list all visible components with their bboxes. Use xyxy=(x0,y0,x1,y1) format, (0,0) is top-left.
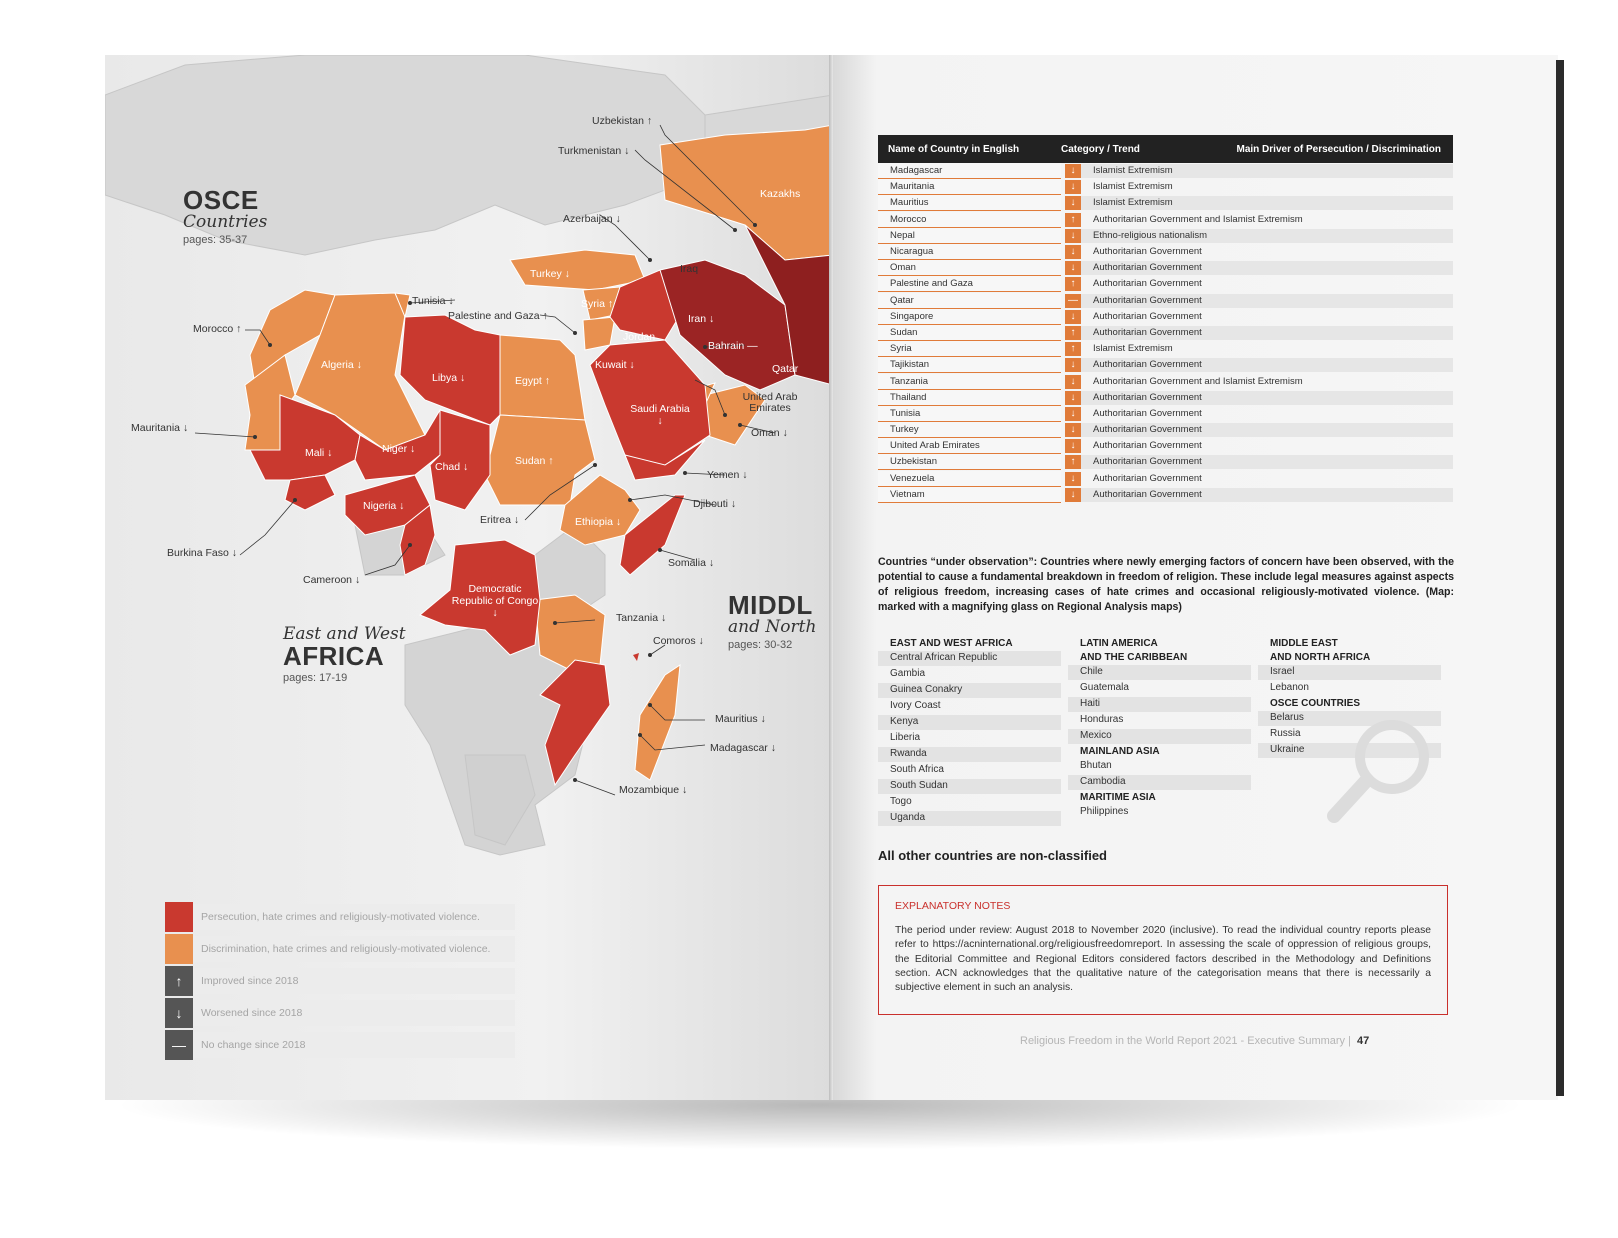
trend-icon: ↓ xyxy=(1065,439,1081,453)
table-body xyxy=(878,163,1453,503)
map-label-tanzania: Tanzania ↓ xyxy=(616,612,667,624)
obs-country: Cambodia xyxy=(1068,775,1251,790)
trend-icon: ↓ xyxy=(1065,488,1081,502)
osce-subtitle: Countries xyxy=(183,212,268,232)
map-label-uae: United Arab Emirates xyxy=(742,391,798,414)
row-country: Turkey xyxy=(878,422,1061,438)
trend-icon: ↑ xyxy=(1065,455,1081,469)
obs-country: Belarus xyxy=(1258,711,1441,726)
header-country: Name of Country in English xyxy=(888,143,1020,155)
region-central-asia xyxy=(660,125,833,260)
row-country: Qatar xyxy=(878,293,1061,309)
map-label-djibouti: Djibouti ↓ xyxy=(693,498,737,510)
obs-country: Guatemala xyxy=(1080,682,1129,693)
mena-subtitle: and North xyxy=(728,617,817,637)
row-country: Madagascar xyxy=(878,163,1061,179)
africa-pages: pages: 17-19 xyxy=(283,672,348,684)
map-label-saudi-arabia: Saudi Arabia ↓ xyxy=(630,403,690,427)
table-row xyxy=(878,325,1453,341)
map-label-azerbaijan: Azerbaijan ↓ xyxy=(563,213,621,225)
header-driver: Main Driver of Persecution / Discrimination xyxy=(1236,143,1441,155)
header-trend: Category / Trend xyxy=(1061,143,1140,155)
table-row xyxy=(878,293,1453,309)
obs-country: Gambia xyxy=(890,668,926,679)
notes-text: The period under review: August 2018 to November 2020 (inclusive). To read the individual country reports please refer to https://acninternational.org/religiousfreedomreport. In assessing the scale of oppression of religious groups, the Editorial Committee and Regional Editors considered factors described in the Methodology and Definitions section. ACN acknowledges that the qualitative nature of the categorisation means that there is necessarily a subjective element in such an analysis. xyxy=(895,925,1431,994)
legend-row-no-change xyxy=(165,1032,515,1058)
row-driver: Authoritarian Government xyxy=(1081,423,1453,437)
obs-country: Central African Republic xyxy=(878,651,1061,666)
table-row xyxy=(878,438,1453,454)
table-row xyxy=(878,309,1453,325)
row-country: Mauritania xyxy=(878,179,1061,195)
table-row xyxy=(878,454,1453,470)
row-country: Palestine and Gaza xyxy=(878,276,1061,292)
row-driver: Islamist Extremism xyxy=(1081,164,1453,178)
footer-title: Religious Freedom in the World Report 2021 - Executive Summary | xyxy=(1020,1035,1351,1047)
row-driver: Islamist Extremism xyxy=(1081,196,1453,210)
row-country: Vietnam xyxy=(878,487,1061,503)
map-label-kuwait: Kuwait ↓ xyxy=(595,359,635,371)
map-label-eritrea: Eritrea ↓ xyxy=(480,514,520,526)
map-label-sudan: Sudan ↑ xyxy=(515,455,554,467)
row-driver: Authoritarian Government xyxy=(1081,358,1453,372)
trend-icon: ↑ xyxy=(1065,277,1081,291)
legend-label: Improved since 2018 xyxy=(201,975,299,987)
map-label-mauritania: Mauritania ↓ xyxy=(131,422,189,434)
dash-icon: — xyxy=(165,1030,193,1060)
obs-heading: MARITIME ASIA xyxy=(1080,792,1156,803)
region-header-mena xyxy=(728,592,816,651)
trend-icon: ↓ xyxy=(1065,375,1081,389)
map-label-niger: Niger ↓ xyxy=(382,443,416,455)
map-label-bahrain: Bahrain — xyxy=(708,340,758,352)
legend-swatch-persecution xyxy=(165,902,193,932)
table-row xyxy=(878,276,1453,292)
obs-country: Russia xyxy=(1270,728,1301,739)
row-driver: Authoritarian Government xyxy=(1093,472,1202,484)
region-header-africa xyxy=(283,625,406,684)
obs-country: Rwanda xyxy=(878,747,1061,762)
table-row xyxy=(878,212,1453,228)
table-row xyxy=(878,179,1453,195)
legend-row-worsened xyxy=(165,1000,515,1026)
row-country: Nepal xyxy=(878,228,1061,244)
obs-heading: MIDDLE EAST xyxy=(1270,638,1338,649)
map-label-mauritius: Mauritius ↓ xyxy=(715,713,766,725)
row-country: Tajikistan xyxy=(878,357,1061,373)
obs-country: Mexico xyxy=(1068,729,1251,744)
trend-icon: ↓ xyxy=(1065,229,1081,243)
region-madagascar xyxy=(635,665,680,780)
map-label-somalia: Somalia ↓ xyxy=(668,557,715,569)
region-header-osce xyxy=(183,187,267,246)
country-table xyxy=(878,135,1453,503)
map-label-oman: Oman ↓ xyxy=(751,427,788,439)
map-label-madagascar: Madagascar ↓ xyxy=(710,742,776,754)
magnifying-glass-icon xyxy=(1322,712,1442,832)
map-label-chad: Chad ↓ xyxy=(435,461,469,473)
map-label-mozambique: Mozambique ↓ xyxy=(619,784,688,796)
row-driver: Islamist Extremism xyxy=(1093,181,1173,193)
legend-label: No change since 2018 xyxy=(201,1039,306,1051)
table-row xyxy=(878,357,1453,373)
row-driver: Authoritarian Government xyxy=(1081,261,1453,275)
obs-heading: MAINLAND ASIA xyxy=(1080,746,1160,757)
non-classified-note: All other countries are non-classified xyxy=(878,848,1107,863)
mena-pages: pages: 30-32 xyxy=(728,639,793,651)
obs-country: Liberia xyxy=(890,732,921,743)
map-label-syria: Syria ↑ xyxy=(581,298,614,310)
arrow-up-icon: ↑ xyxy=(165,966,193,996)
trend-icon: ↑ xyxy=(1065,213,1081,227)
map-label-tunisia: Tunisia ↓ xyxy=(412,295,454,307)
row-driver: Authoritarian Government xyxy=(1081,391,1453,405)
map-label-yemen: Yemen ↓ xyxy=(707,469,748,481)
map-label-comoros: Comoros ↓ xyxy=(653,635,704,647)
trend-icon: ↓ xyxy=(1065,310,1081,324)
row-driver: Authoritarian Government xyxy=(1093,440,1202,452)
obs-country: Chile xyxy=(1068,665,1251,680)
map-label-drc: Democratic Republic of Congo ↓ xyxy=(451,583,539,619)
trend-icon: ↓ xyxy=(1065,180,1081,194)
obs-country: Lebanon xyxy=(1270,682,1309,693)
page-footer xyxy=(1020,1035,1369,1047)
table-row xyxy=(878,487,1453,503)
map-label-nigeria: Nigeria ↓ xyxy=(363,500,405,512)
table-row xyxy=(878,228,1453,244)
row-driver: Authoritarian Government xyxy=(1081,294,1453,308)
legend-swatch-discrimination xyxy=(165,934,193,964)
trend-icon: ↓ xyxy=(1065,407,1081,421)
row-country: Thailand xyxy=(878,390,1061,406)
map-label-morocco: Morocco ↑ xyxy=(193,323,242,335)
trend-icon: ↓ xyxy=(1065,261,1081,275)
obs-country: Bhutan xyxy=(1080,760,1112,771)
obs-country: Kenya xyxy=(878,715,1061,730)
trend-icon: ↓ xyxy=(1065,472,1081,486)
map-label-ethiopia: Ethiopia ↓ xyxy=(575,516,622,528)
table-row xyxy=(878,195,1453,211)
osce-title: OSCE xyxy=(183,185,259,215)
row-driver: Islamist Extremism xyxy=(1093,343,1173,355)
map-label-palestine: Palestine and Gaza ↑ xyxy=(448,310,548,322)
legend-row-persecution xyxy=(165,904,515,930)
mena-title: MIDDL xyxy=(728,590,813,620)
map-label-iraq: Iraq xyxy=(680,263,699,275)
obs-country: Togo xyxy=(890,796,912,807)
region-burkina-faso xyxy=(285,475,335,510)
row-country: Oman xyxy=(878,260,1061,276)
map-label-burkina-faso: Burkina Faso ↓ xyxy=(167,547,238,559)
map-label-turkmenistan: Turkmenistan ↓ xyxy=(558,145,630,157)
legend-label: Discrimination, hate crimes and religiously-motivated violence. xyxy=(201,943,491,955)
map-label-iran: Iran ↓ xyxy=(688,313,715,325)
map-label-turkey: Turkey ↓ xyxy=(530,268,570,280)
table-row xyxy=(878,406,1453,422)
trend-icon: ↓ xyxy=(1065,164,1081,178)
row-driver: Authoritarian Government xyxy=(1093,407,1202,419)
table-row xyxy=(878,422,1453,438)
map-label-mali: Mali ↓ xyxy=(305,447,333,459)
africa-title: AFRICA xyxy=(283,641,385,671)
osce-pages: pages: 35-37 xyxy=(183,234,248,246)
row-country: Uzbekistan xyxy=(878,454,1061,470)
row-country: Syria xyxy=(878,341,1061,357)
map-label-egypt: Egypt ↑ xyxy=(515,375,551,387)
table-row xyxy=(878,390,1453,406)
row-driver: Authoritarian Government xyxy=(1093,246,1202,258)
obs-heading: EAST AND WEST AFRICA xyxy=(890,638,1013,649)
table-row xyxy=(878,260,1453,276)
trend-icon: ↓ xyxy=(1065,358,1081,372)
trend-icon: ↑ xyxy=(1065,342,1081,356)
row-driver: Authoritarian Government xyxy=(1081,455,1453,469)
map-label-uzbekistan: Uzbekistan ↑ xyxy=(592,115,653,127)
page-number: 47 xyxy=(1356,1035,1370,1047)
obs-column-africa xyxy=(878,637,1061,827)
map-label-jordan: Jordan xyxy=(623,331,656,343)
trend-icon: ↓ xyxy=(1065,391,1081,405)
table-row xyxy=(878,373,1453,389)
map-label-cameroon: Cameroon ↓ xyxy=(303,574,361,586)
region-libya xyxy=(400,315,500,425)
trend-icon: ↓ xyxy=(1065,245,1081,259)
obs-country: Haiti xyxy=(1068,697,1251,712)
table-row xyxy=(878,341,1453,357)
legend-label: Worsened since 2018 xyxy=(201,1007,303,1019)
row-country: Tunisia xyxy=(878,406,1061,422)
trend-icon: ↓ xyxy=(1065,423,1081,437)
table-row xyxy=(878,471,1453,487)
obs-country: Guinea Conakry xyxy=(878,683,1061,698)
row-driver: Authoritarian Government xyxy=(1081,326,1453,340)
observation-paragraph: Countries “under observation”: Countries where newly emerging factors of concern have been observed, with the potential to cause a fundamental breakdown in freedom of religion. These include legal measures against aspects of religious freedom, increasing cases of hate crimes and occasional religiously-motivated violence. (Map: marked with a magnifying glass on Regional Analysis maps) xyxy=(878,556,1454,613)
obs-heading: LATIN AMERICA xyxy=(1080,638,1158,649)
row-country: Venezuela xyxy=(878,471,1061,487)
map-legend xyxy=(165,904,515,1064)
obs-country: South Africa xyxy=(890,764,944,775)
page-edge xyxy=(1556,60,1564,1096)
map-label-libya: Libya ↓ xyxy=(432,372,466,384)
obs-country: Ivory Coast xyxy=(890,700,941,711)
trend-icon: ↑ xyxy=(1065,326,1081,340)
obs-country: Ukraine xyxy=(1258,743,1441,758)
explanatory-notes-box xyxy=(878,885,1448,1015)
trend-icon: ↓ xyxy=(1065,196,1081,210)
map-label-algeria: Algeria ↓ xyxy=(321,359,362,371)
obs-heading: AND THE CARIBBEAN xyxy=(1080,652,1188,663)
map-label-kazakhstan: Kazakhs xyxy=(760,188,801,200)
trend-icon: — xyxy=(1065,294,1081,308)
row-driver: Authoritarian Government and Islamist Extremism xyxy=(1093,213,1303,225)
table-header xyxy=(878,135,1453,163)
row-country: Sudan xyxy=(878,325,1061,341)
row-driver: Authoritarian Government and Islamist Extremism xyxy=(1093,375,1303,387)
obs-country: South Sudan xyxy=(878,779,1061,794)
notes-title: EXPLANATORY NOTES xyxy=(895,900,1011,912)
row-country: Singapore xyxy=(878,309,1061,325)
region-comoros xyxy=(633,653,639,661)
obs-country: Uganda xyxy=(878,811,1061,826)
row-driver: Ethno-religious nationalism xyxy=(1081,229,1453,243)
row-country: Nicaragua xyxy=(878,244,1061,260)
obs-country: Honduras xyxy=(1080,714,1124,725)
table-row xyxy=(878,163,1453,179)
legend-row-improved xyxy=(165,968,515,994)
arrow-down-icon: ↓ xyxy=(165,998,193,1028)
row-country: Morocco xyxy=(878,212,1061,228)
table-row xyxy=(878,244,1453,260)
obs-country: Israel xyxy=(1258,665,1441,680)
obs-country: Philippines xyxy=(1080,806,1129,817)
obs-heading: AND NORTH AFRICA xyxy=(1270,652,1371,663)
legend-label: Persecution, hate crimes and religiously-motivated violence. xyxy=(201,911,480,923)
row-country: Tanzania xyxy=(878,374,1061,390)
row-driver: Authoritarian Government xyxy=(1093,310,1202,322)
row-country: Mauritius xyxy=(878,195,1061,211)
row-driver: Authoritarian Government xyxy=(1093,278,1202,290)
legend-row-discrimination xyxy=(165,936,515,962)
row-driver: Authoritarian Government xyxy=(1081,488,1453,502)
obs-column-latam-asia xyxy=(1068,637,1251,821)
row-country: United Arab Emirates xyxy=(878,438,1061,454)
obs-heading: OSCE COUNTRIES xyxy=(1270,698,1361,709)
map-label-qatar: Qatar xyxy=(772,363,799,375)
africa-subtitle: East and West xyxy=(283,624,406,644)
